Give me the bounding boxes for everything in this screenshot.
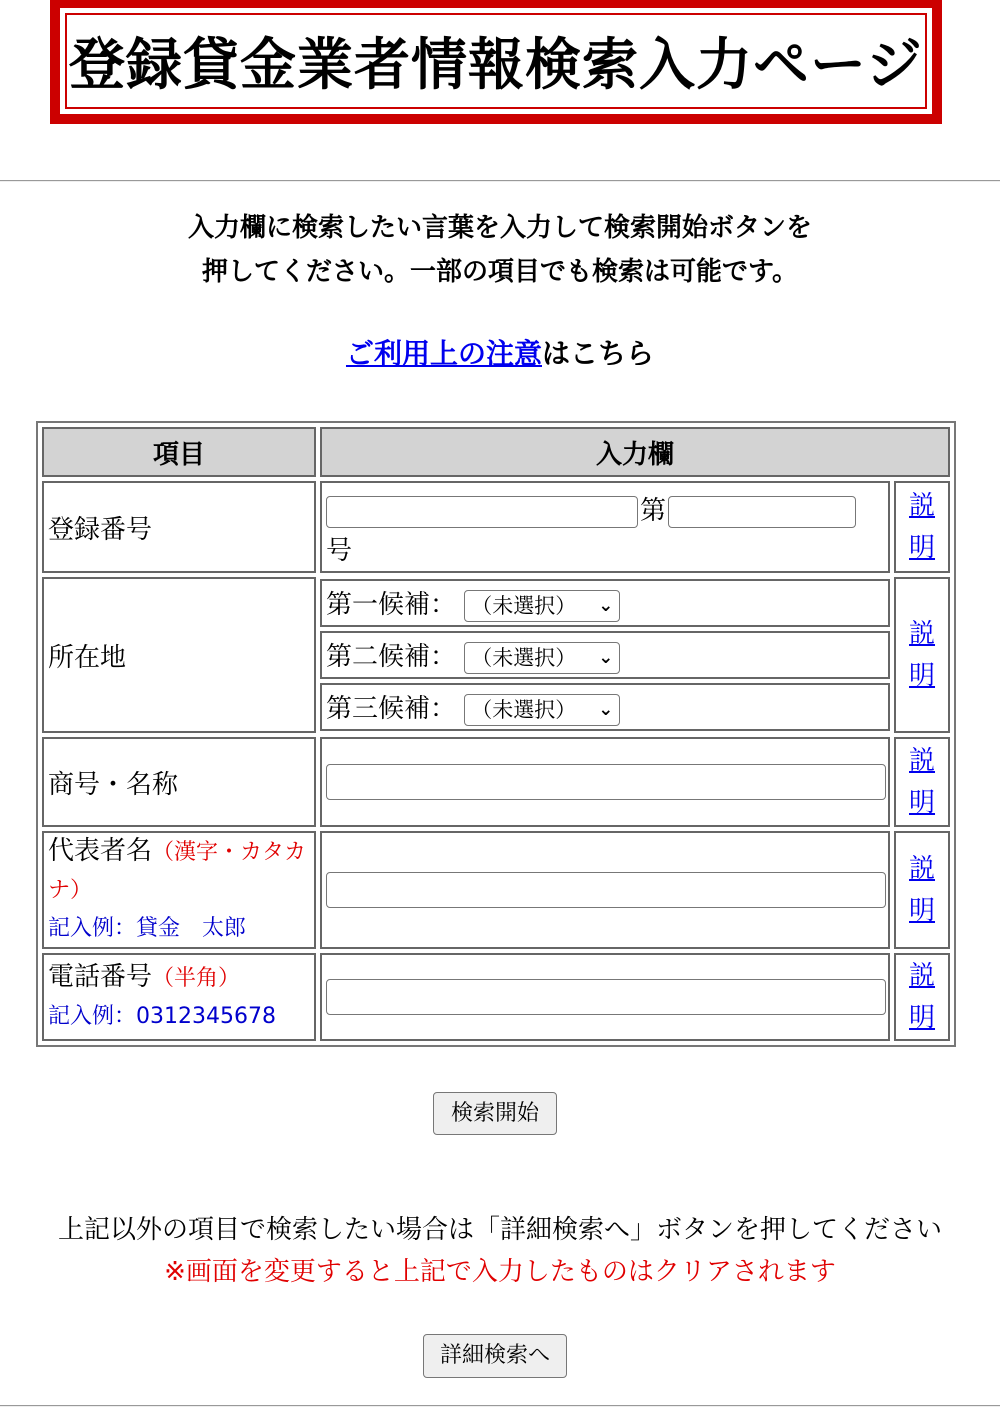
chevron-down-icon: ⌄ [598, 698, 614, 720]
phone-input-cell [320, 953, 890, 1041]
registration-area-input[interactable] [326, 496, 638, 528]
label-trade-name [42, 737, 316, 827]
address-candidates [320, 575, 890, 735]
header-input: 入力欄 [320, 427, 950, 477]
explain-link-trade-name[interactable]: 説明 [909, 746, 936, 818]
divider-top [0, 180, 1000, 182]
select-1-value: （未選択） [471, 593, 577, 618]
candidate-3-label: 第三候補： [326, 694, 457, 725]
prefecture-select-2[interactable] [464, 642, 620, 674]
label-phone [42, 953, 316, 1041]
candidate-row-1 [320, 579, 890, 627]
title-frame [50, 0, 942, 124]
select-2-value: （未選択） [471, 645, 577, 670]
usage-notice-link[interactable]: ご利用上の注意 [345, 337, 542, 370]
explain-link-reg-no[interactable]: 説明 [909, 491, 936, 563]
search-start-button[interactable]: 検索開始 [433, 1092, 557, 1135]
rep-note: （漢字・カタカナ） [48, 840, 307, 903]
detail-search-instructions: 上記以外の項目で検索したい場合は「詳細検索へ」ボタンを押してください [57, 1215, 942, 1245]
explain-cell-rep [894, 831, 950, 949]
intro-line-1: 入力欄に検索したい言葉を入力して検索開始ボタンを [187, 213, 812, 243]
explain-cell-phone [894, 953, 950, 1041]
chevron-down-icon: ⌄ [598, 646, 614, 668]
intro-text [0, 206, 1000, 294]
rep-label: 代表者名 [48, 836, 153, 866]
reg-no-tail: 号 [326, 536, 353, 566]
label-registration-number [42, 481, 316, 573]
header-item: 項目 [42, 427, 316, 477]
intro-line-2: 押してください。一部の項目でも検索は可能です。 [202, 257, 798, 287]
explain-cell-trade-name [894, 737, 950, 827]
page-title: 登録貸金業者情報検索入力ページ [65, 13, 927, 109]
candidate-row-3 [320, 683, 890, 731]
notice-line [0, 332, 1000, 376]
candidate-2-label: 第二候補： [326, 642, 457, 673]
notice-suffix: はこちら [542, 337, 655, 370]
phone-note: （半角） [152, 966, 241, 991]
chevron-down-icon: ⌄ [598, 594, 614, 616]
representative-name-input[interactable] [326, 872, 886, 908]
phone-label: 電話番号 [48, 962, 153, 992]
candidate-1-label: 第一候補： [326, 590, 457, 621]
explain-cell-address [894, 577, 950, 733]
reg-no-input-cell [320, 481, 890, 573]
trade-name-input-cell [320, 737, 890, 827]
reg-no-label: 登録番号 [48, 514, 153, 545]
divider-bottom [0, 1405, 1000, 1407]
candidate-row-2 [320, 631, 890, 679]
address-candidates-cell [320, 577, 890, 733]
select-3-value: （未選択） [471, 697, 577, 722]
explain-link-address[interactable]: 説明 [909, 619, 936, 691]
title-inner [60, 8, 932, 114]
trade-name-input[interactable] [326, 764, 886, 800]
registration-number-input[interactable] [668, 496, 856, 528]
trade-name-label: 商号・名称 [48, 769, 179, 800]
address-label: 所在地 [48, 642, 127, 673]
detail-search-button[interactable]: 詳細検索へ [423, 1334, 567, 1378]
rep-input-cell [320, 831, 890, 949]
prefecture-select-3[interactable] [464, 694, 620, 726]
prefecture-select-1[interactable] [464, 590, 620, 622]
reg-no-mid: 第 [640, 496, 667, 526]
phone-number-input[interactable] [326, 979, 886, 1015]
search-form-table [36, 421, 956, 1047]
clear-warning: ※画面を変更すると上記で入力したものはクリアされます [164, 1257, 836, 1287]
phone-example: 記入例：0312345678 [48, 1004, 276, 1029]
label-representative [42, 831, 316, 949]
rep-example: 記入例：貸金 太郎 [48, 916, 247, 941]
explain-link-rep[interactable]: 説明 [909, 854, 936, 926]
explain-cell-reg-no [894, 481, 950, 573]
explain-link-phone[interactable]: 説明 [909, 961, 936, 1033]
label-address [42, 577, 316, 733]
